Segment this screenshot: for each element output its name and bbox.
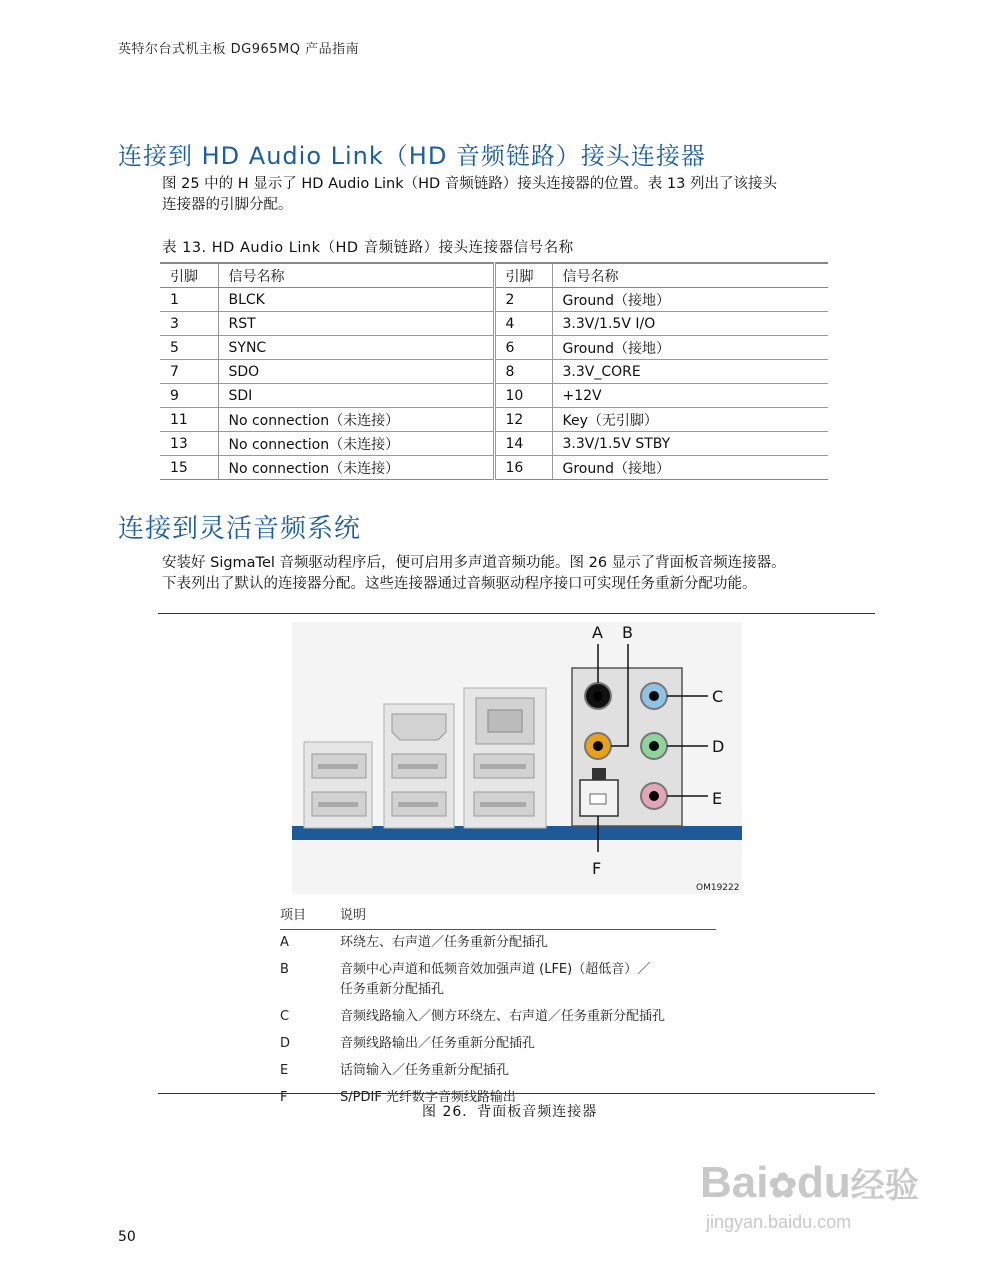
usb-stack-left [304,742,372,828]
signal-cell: BLCK [218,288,494,312]
figure-top-rule [158,613,875,614]
label-a: A [592,623,603,642]
legend-item: A [280,935,289,950]
pin-cell: 12 [494,408,552,432]
legend-row [280,1031,716,1058]
label-d: D [712,737,725,756]
legend-row [280,957,716,1004]
col-header-signal: 信号名称 [218,263,494,288]
section1-paragraph-line1: 图 25 中的 H 显示了 HD Audio Link（HD 音频链路）接头连接器的位置。表 13 列出了该接头 [162,176,777,192]
legend-desc: S/PDIF 光纤数字音频线路输出 [340,1090,516,1105]
legend-desc: 环绕左、右声道／任务重新分配插孔 [340,935,549,950]
watermark-url: jingyan.baidu.com [706,1212,852,1232]
legend-row [280,1004,716,1031]
table-row [160,360,828,384]
signal-cell: SYNC [218,336,494,360]
pin-cell: 1 [160,288,218,312]
audio-panel [572,668,682,826]
signal-table [160,262,828,480]
signal-cell: 3.3V/1.5V STBY [552,432,828,456]
section1-paragraph-line2: 连接器的引脚分配。 [162,197,293,213]
signal-cell: 3.3V_CORE [552,360,828,384]
legend-item: C [280,1009,290,1024]
pin-cell: 9 [160,384,218,408]
signal-cell: Ground（接地） [552,288,828,312]
signal-cell: No connection（未连接） [218,432,494,456]
pin-cell: 5 [160,336,218,360]
signal-cell: SDI [218,384,494,408]
label-b: B [622,623,633,642]
section1-paragraph [162,174,777,216]
legend-item: E [280,1063,289,1078]
lan-usb-stack [464,688,546,828]
signal-cell: No connection（未连接） [218,408,494,432]
section2-paragraph-line1: 安装好 SigmaTel 音频驱动程序后，便可启用多声道音频功能。图 26 显示了背面板音频连接器。 [162,555,786,571]
signal-cell: 3.3V/1.5V I/O [552,312,828,336]
col-header-signal-2: 信号名称 [552,263,828,288]
table-row [160,432,828,456]
signal-cell: Ground（接地） [552,336,828,360]
paw-icon: ✿ [768,1167,797,1205]
table-row [160,288,828,312]
legend-header-row [280,904,716,930]
legend-desc-line2: 任务重新分配插孔 [340,982,445,997]
pin-cell: 4 [494,312,552,336]
pin-cell: 10 [494,384,552,408]
signal-cell: Key（无引脚） [552,408,828,432]
section-title-hd-audio-link: 连接到 HD Audio Link（HD 音频链路）接头连接器 [118,142,706,170]
table-row [160,312,828,336]
signal-cell: Ground（接地） [552,456,828,480]
pin-cell: 2 [494,288,552,312]
legend-item: D [280,1036,291,1051]
rear-panel-illustration [284,618,746,900]
section2-paragraph-line2: 下表列出了默认的连接器分配。这些连接器通过音频驱动程序接口可实现任务重新分配功能。 [162,576,757,592]
legend-desc [340,957,716,1004]
pin-cell: 8 [494,360,552,384]
legend-desc: 音频线路输出／任务重新分配插孔 [340,1036,536,1051]
legend-item: B [280,962,289,977]
signal-cell: RST [218,312,494,336]
pin-cell: 6 [494,336,552,360]
legend-desc: 话筒输入／任务重新分配插孔 [340,1063,510,1078]
table-row [160,408,828,432]
table-row [160,456,828,480]
label-c: C [712,687,724,706]
watermark-brand: Bai [700,1158,769,1207]
col-header-pin-2: 引脚 [494,263,552,288]
pin-cell: 15 [160,456,218,480]
figure-bottom-rule [158,1093,875,1094]
section2-paragraph [162,553,786,595]
legend-row [280,930,716,958]
label-f: F [592,859,602,878]
pin-cell: 14 [494,432,552,456]
watermark-logo [700,1158,919,1208]
signal-cell: SDO [218,360,494,384]
legend-desc-line1: 音频中心声道和低频音效加强声道 (LFE)（超低音）／ [340,962,651,977]
pin-cell: 16 [494,456,552,480]
page-number: 50 [118,1229,136,1245]
usb-firewire-stack [384,704,454,828]
col-header-pin: 引脚 [160,263,218,288]
watermark-brand2: du [796,1158,851,1207]
pin-cell: 7 [160,360,218,384]
figure-code: OM19222 [696,883,740,893]
table-row [160,384,828,408]
pin-cell: 11 [160,408,218,432]
table13-caption: 表 13. HD Audio Link（HD 音频链路）接头连接器信号名称 [162,240,574,256]
pin-cell: 3 [160,312,218,336]
signal-cell: No connection（未连接） [218,456,494,480]
figure-legend [280,904,716,1112]
legend-desc: 音频线路输入／侧方环绕左、右声道／任务重新分配插孔 [340,1009,666,1024]
watermark-brand-cn: 经验 [850,1167,919,1205]
legend-col-desc: 说明 [340,904,716,930]
pin-cell: 13 [160,432,218,456]
signal-cell: +12V [552,384,828,408]
legend-row [280,1058,716,1085]
legend-item: F [280,1090,288,1105]
section-title-flexible-audio: 连接到灵活音频系统 [118,514,362,544]
figure-caption: 图 26．背面板音频连接器 [422,1104,598,1120]
label-e: E [712,789,723,808]
running-header: 英特尔台式机主板 DG965MQ 产品指南 [118,42,360,57]
legend-col-item: 项目 [280,904,340,930]
table-row [160,336,828,360]
table-header-row [160,263,828,288]
